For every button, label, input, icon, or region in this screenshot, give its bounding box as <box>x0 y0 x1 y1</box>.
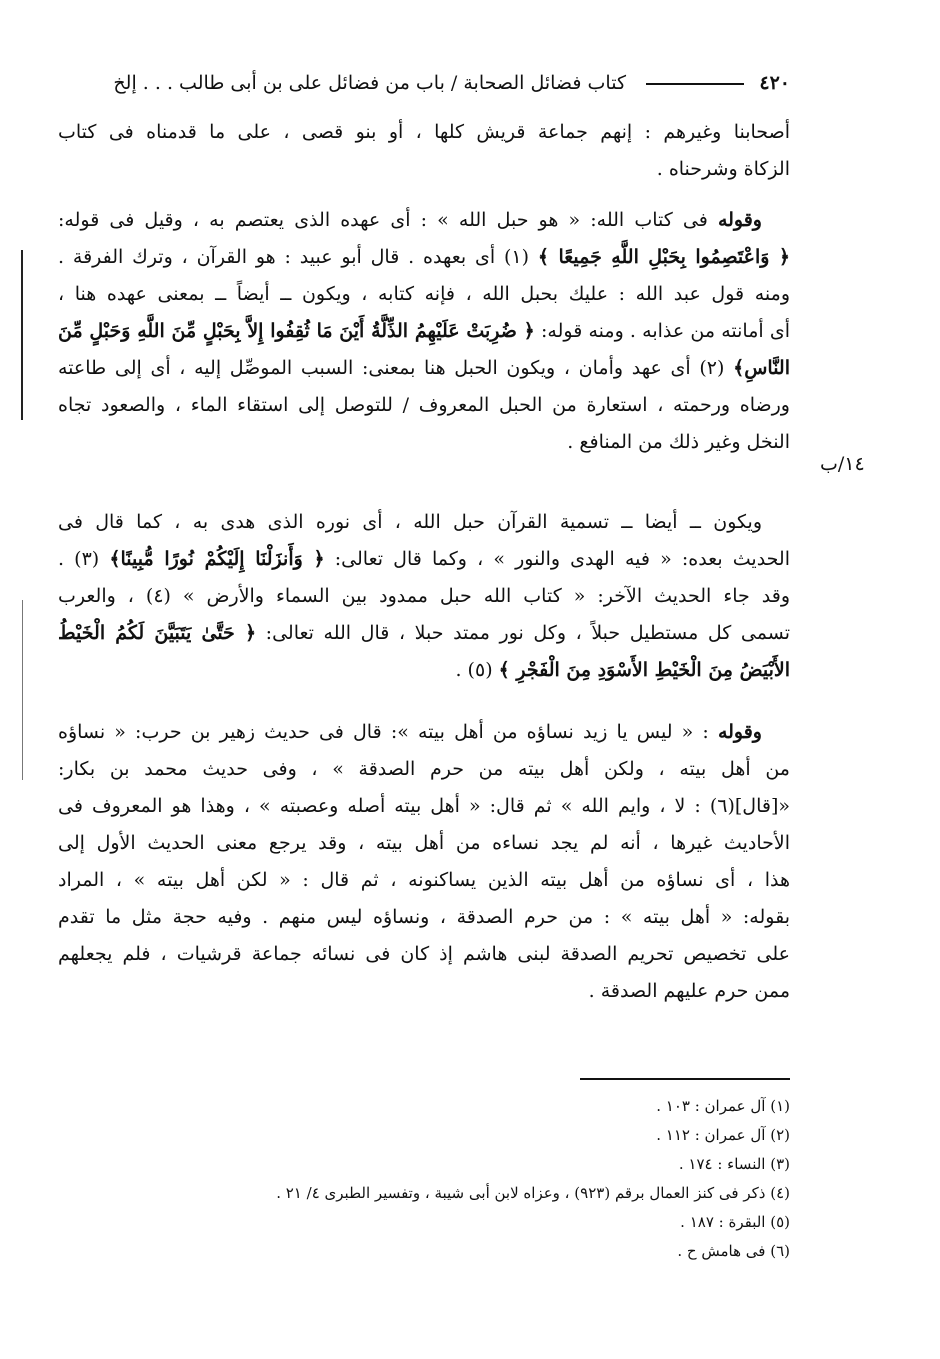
text-line <box>58 424 790 461</box>
text-line <box>58 973 790 1010</box>
footnote: (٤) ذكر فى كنز العمال برقم (٩٢٣) ، وعزاه لابن أبى شيبة ، وتفسير الطبرى ٤/ ٢١ . <box>276 1184 790 1202</box>
keyword-lead: وقوله <box>717 721 762 743</box>
text-line <box>58 504 790 541</box>
paragraph-2 <box>58 202 790 461</box>
line-text: الأحاديث غيرها ، أنه لم يجد نساءه من أهل بيته ، وقد يرجع معنى الحديث الأول إلى <box>58 832 790 854</box>
line-text: ممن حرم عليهم الصدقة . <box>588 980 790 1002</box>
line-text: وقد جاء الحديث الآخر: « كتاب الله حبل ممدود بين السماء والأرض » (٤) ، والعرب <box>58 585 790 607</box>
footnote-separator <box>580 1078 790 1080</box>
footnote: (٦) فى هامش ح . <box>677 1242 790 1260</box>
line-text: (٥) . <box>455 659 499 681</box>
page-number: ٤٢٠ <box>759 72 790 94</box>
line-text: : « ليس يا زيد نساؤه من أهل بيته »: قال فى حديث زهير بن حرب: « نساؤه <box>58 721 718 743</box>
line-text: أصحابنا وغيرهم : إنهم جماعة قريش كلها ، أو بنو قصى ، على ما قدمناه فى كتاب <box>58 121 790 143</box>
text-line <box>58 899 790 936</box>
text-line <box>58 825 790 862</box>
page-header <box>58 68 790 98</box>
footnote: (٥) البقرة : ١٨٧ . <box>680 1213 790 1231</box>
quran-quote: ﴿ حَتَّىٰ يَتَبَيَّنَ لَكُمُ الْخَيْطُ <box>58 622 257 644</box>
line-text: «[قال](٦) : لا ، وايم الله » ثم قال: « أهل بيته أصله وعصبته » ، وهذا هو المعروف فى <box>58 795 790 817</box>
paragraph-3 <box>58 504 790 689</box>
line-text: النخل وغير ذلك من المنافع . <box>567 431 790 453</box>
quran-quote: ﴿ ضُرِبَتْ عَلَيْهِمُ الذِّلَّةُ أَيْنَ مَا ثُقِفُوا إِلاَّ بِحَبْلٍ مِّنَ اللَّهِ وَحَبْلٍ مِّنَ <box>58 320 535 342</box>
line-text: هذا ، أى نساؤه من أهل بيته الذين يساكنونه ، ثم قال : « لكن أهل بيته » ، المراد <box>58 869 790 891</box>
line-text: بقوله: « أهل بيته » : من حرم الصدقة ، ونساؤه ليس منهم . وفيه حجة مثل ما تقدم <box>58 906 790 928</box>
quran-quote: ﴿ وَأَنزَلْنَا إِلَيْكُمْ نُورًا مُّبِينًا﴾ <box>109 548 325 570</box>
paragraph-4 <box>58 714 790 1010</box>
quran-quote: الأَبْيَضُ مِنَ الْخَيْطِ الأَسْوَدِ مِنَ الْفَجْرِ ﴾ <box>498 659 790 681</box>
text-line <box>58 862 790 899</box>
footnotes <box>150 1092 790 1266</box>
footnote: (٢) آل عمران : ١١٢ . <box>656 1126 790 1144</box>
line-text: الحديث بعده: « فيه الهدى والنور » ، وكما قال تعالى: <box>324 548 790 570</box>
text-line <box>58 387 790 424</box>
line-text: من أهل بيته ، ولكن أهل بيته من حرم الصدقة » ، وفى حديث محمد بن بكار: <box>58 758 790 780</box>
quran-quote: ﴿ وَاعْتَصِمُوا بِحَبْلِ اللَّهِ جَمِيعًا ﴾ <box>537 246 790 268</box>
line-text-end: (٣) . <box>58 548 110 570</box>
text-line <box>58 751 790 788</box>
text-line <box>58 239 790 276</box>
line-text: فى كتاب الله: « هو حبل الله » : أى عهده الذى يعتصم به ، وقيل فى قوله: <box>58 209 718 231</box>
text-line <box>58 936 790 973</box>
quran-quote: النَّاسِ﴾ <box>733 357 790 379</box>
line-text: (١) أى بعهده . قال أبو عبيد : هو القرآن ، وترك الفرقة . <box>58 246 538 268</box>
keyword-lead: وقوله <box>717 209 762 231</box>
margin-folio-note: ١٤/ب <box>820 453 865 475</box>
text-line <box>58 714 790 751</box>
line-text: على تخصيص تحريم الصدقة لبنى هاشم إذ كان فى نسائه جماعة قرشيات ، فلم يجعلهم <box>58 943 790 965</box>
text-line <box>58 202 790 239</box>
text-line <box>58 615 790 652</box>
text-line <box>58 151 790 188</box>
footnote: (٣) النساء : ١٧٤ . <box>678 1155 790 1173</box>
header-rule <box>646 83 744 85</box>
text-line <box>58 313 790 350</box>
text-line <box>58 350 790 387</box>
line-text: ورضاه ورحمته ، استعارة من الحبل المعروف / للتوصل إلى استقاء الماء ، والصعود تجاه <box>58 394 790 416</box>
line-text: تسمى كل مستطيل حبلاً ، وكل نور ممتد حبلا ، قال الله تعالى: <box>256 622 790 644</box>
line-text: ومنه قول عبد الله : عليك بحبل الله ، فإنه كتابه ، ويكون ــ أيضاً ــ بمعنى عهده هنا ، <box>58 283 790 305</box>
text-line <box>58 114 790 151</box>
paragraph-1 <box>58 114 790 188</box>
text-line <box>58 541 790 578</box>
line-text: أى أمانته من عذابه . ومنه قوله: <box>534 320 790 342</box>
text-line <box>58 652 790 689</box>
line-text: (٢) أى عهد وأمان ، ويكون الحبل هنا بمعنى: السبب الموصِّل إليه ، أى إلى طاعته <box>58 357 734 379</box>
text-line <box>58 578 790 615</box>
line-text: ويكون ــ أيضا ــ تسمية القرآن حبل الله ، أى نوره الذى هدى به ، كما قال فى <box>58 511 762 533</box>
text-line <box>58 788 790 825</box>
line-text: الزكاة وشرحناه . <box>656 158 790 180</box>
running-title: كتاب فضائل الصحابة / باب من فضائل على بن أبى طالب . . . إلخ <box>113 72 626 94</box>
footnote: (١) آل عمران : ١٠٣ . <box>656 1097 790 1115</box>
binding-line-lower <box>22 600 23 780</box>
text-line <box>58 276 790 313</box>
binding-line <box>21 250 23 420</box>
